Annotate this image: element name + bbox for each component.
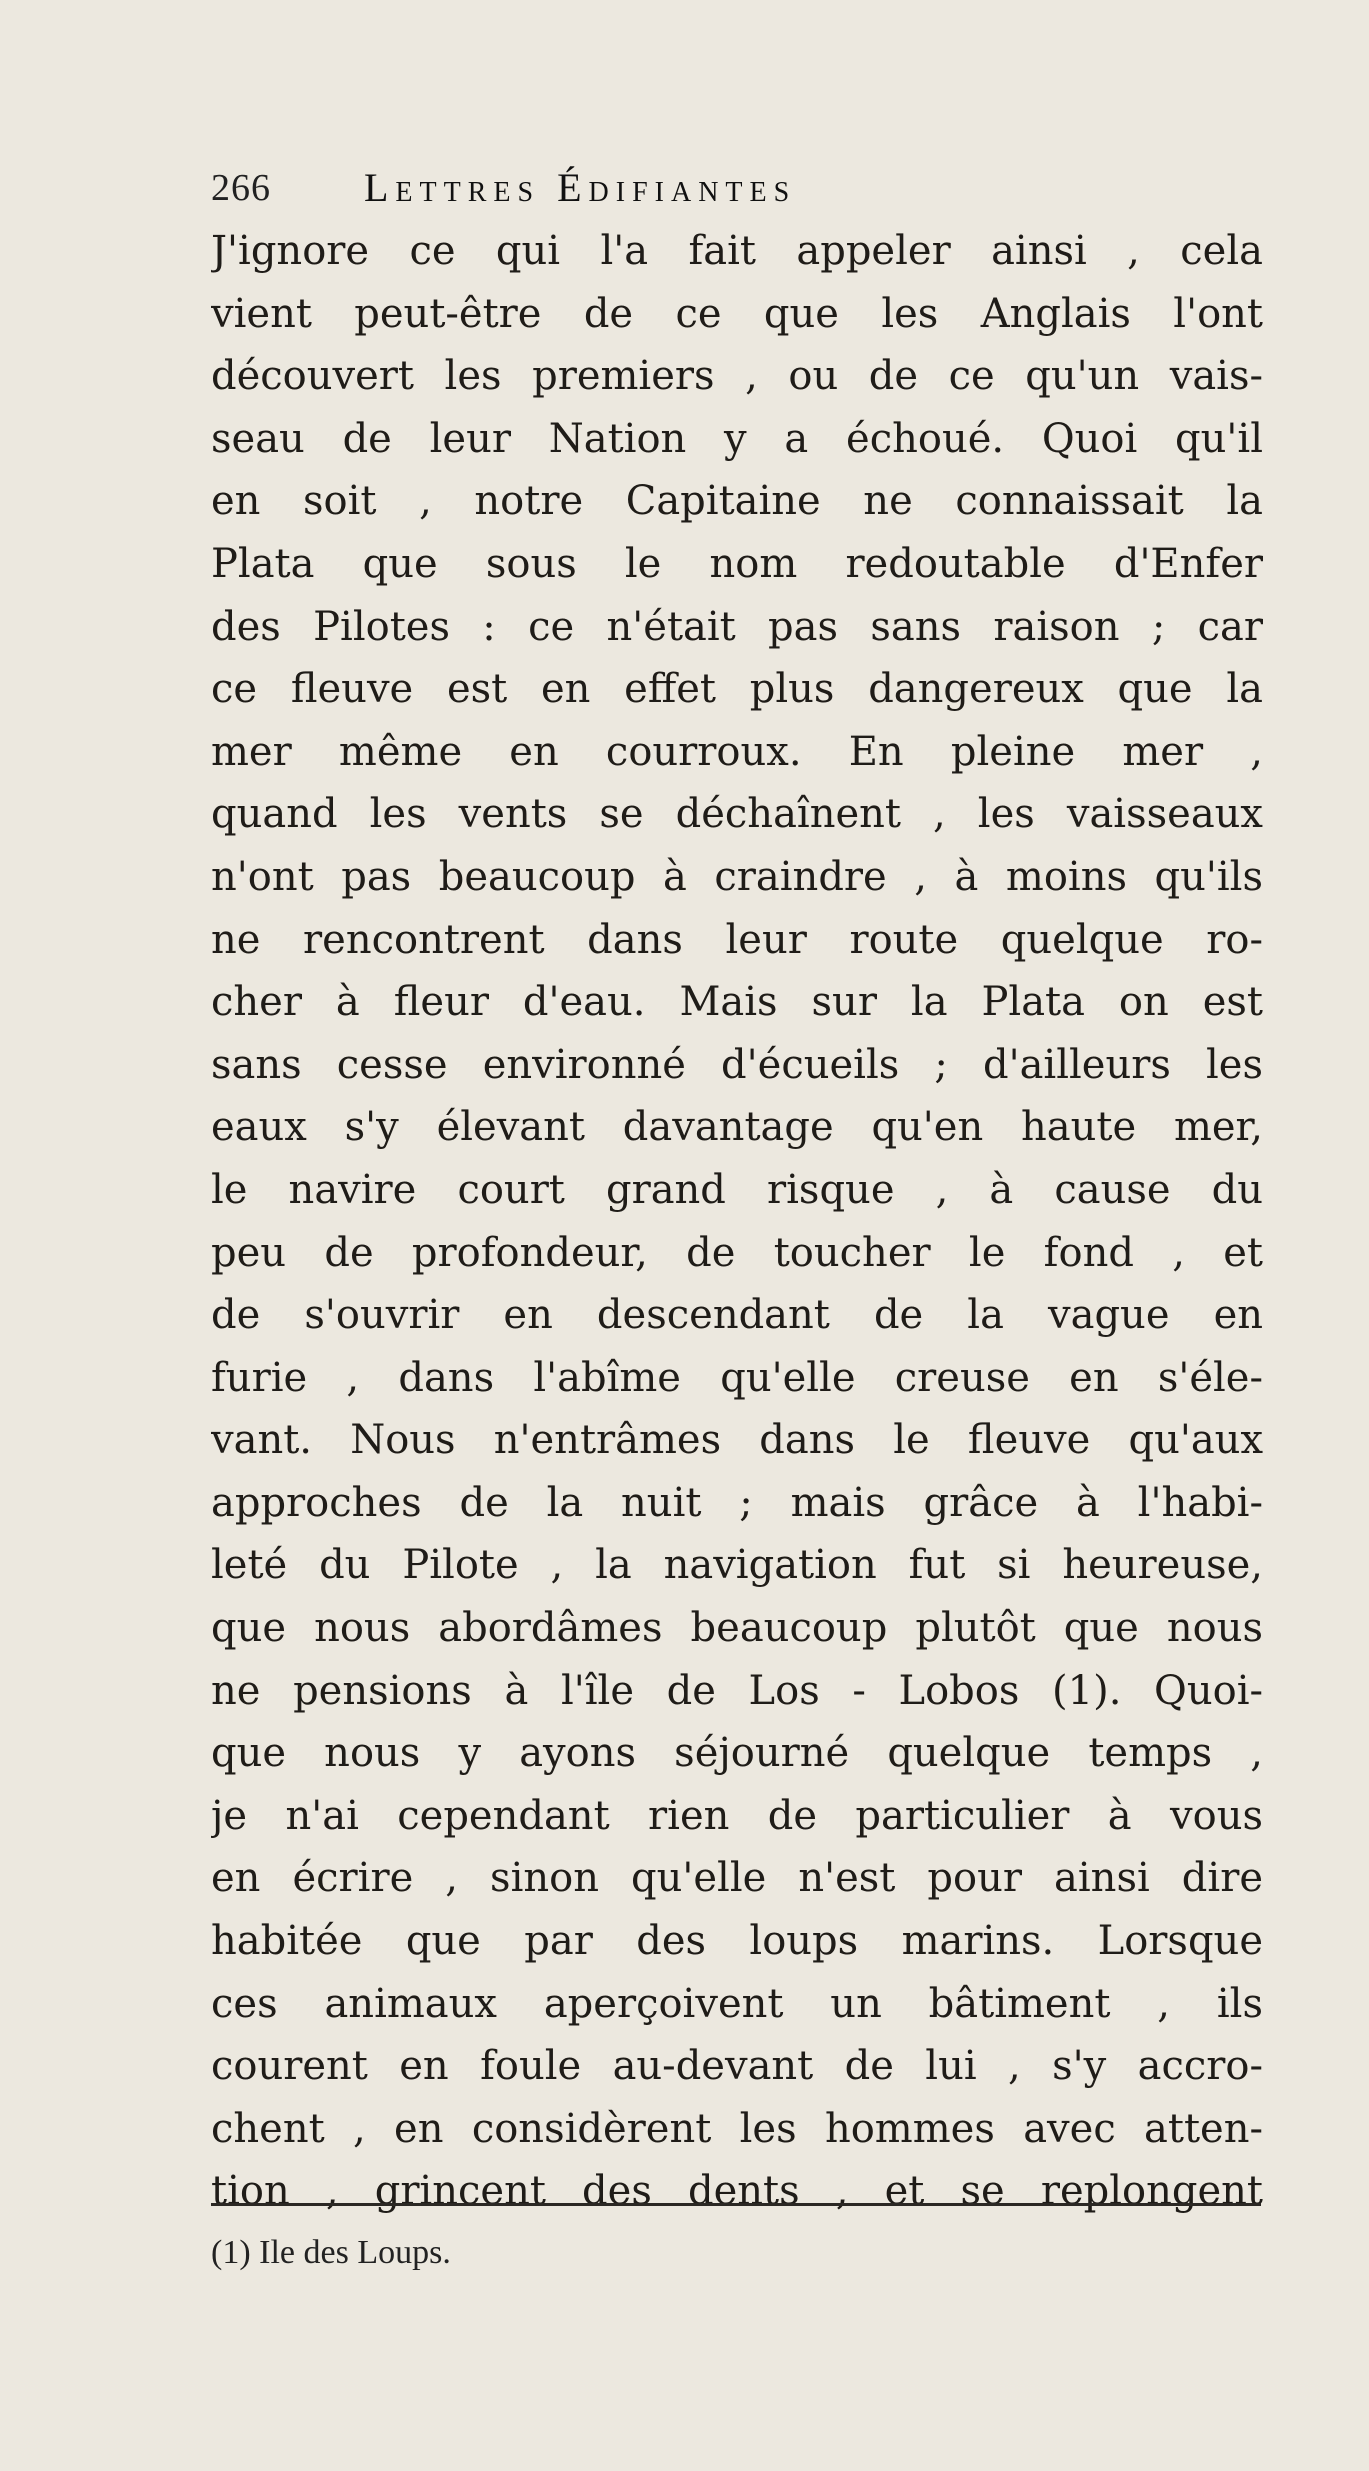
text-line: vant. Nous n'entrâmes dans le fleuve qu'aux — [211, 1417, 1263, 1464]
footnote-rule — [211, 2203, 1261, 2206]
text-line: ce fleuve est en effet plus dangereux que la — [211, 666, 1263, 713]
text-line: découvert les premiers , ou de ce qu'un vais- — [211, 353, 1263, 400]
text-line: quand les vents se déchaînent , les vaisseaux — [211, 791, 1263, 838]
running-title: Lettres Édifiantes — [364, 165, 797, 210]
text-line: sans cesse environné d'écueils ; d'ailleurs les — [211, 1041, 1263, 1088]
text-line: furie , dans l'abîme qu'elle creuse en s'éle- — [211, 1354, 1263, 1401]
text-line: tion , grincent des dents , et se replongent — [211, 2168, 1263, 2215]
text-line: des Pilotes : ce n'était pas sans raison ; car — [211, 603, 1263, 650]
text-line: approches de la nuit ; mais grâce à l'habi- — [211, 1479, 1263, 1526]
running-head — [211, 158, 1221, 218]
text-line: que nous y ayons séjourné quelque temps , — [211, 1730, 1263, 1777]
text-line: eaux s'y élevant davantage qu'en haute mer, — [211, 1104, 1263, 1151]
text-line: en écrire , sinon qu'elle n'est pour ainsi dire — [211, 1855, 1263, 1902]
text-line: n'ont pas beaucoup à craindre , à moins qu'ils — [211, 853, 1263, 900]
text-line: Plata que sous le nom redoutable d'Enfer — [211, 540, 1263, 587]
text-line: que nous abordâmes beaucoup plutôt que nous — [211, 1605, 1263, 1652]
footnote: (1) Ile des Loups. — [211, 2234, 451, 2271]
text-line: ne rencontrent dans leur route quelque ro- — [211, 916, 1263, 963]
text-line: leté du Pilote , la navigation fut si heureuse, — [211, 1542, 1263, 1589]
text-line: ces animaux aperçoivent un bâtiment , ils — [211, 1980, 1263, 2027]
text-line: ne pensions à l'île de Los - Lobos (1). Quoi- — [211, 1667, 1263, 1714]
text-line: chent , en considèrent les hommes avec atten- — [211, 2105, 1263, 2152]
page-number: 266 — [211, 167, 271, 209]
text-line: en soit , notre Capitaine ne connaissait la — [211, 478, 1263, 525]
text-line: peu de profondeur, de toucher le fond , et — [211, 1229, 1263, 1276]
text-line: courent en foule au-devant de lui , s'y accro- — [211, 2043, 1263, 2090]
text-line: le navire court grand risque , à cause du — [211, 1166, 1263, 1213]
text-line: cher à fleur d'eau. Mais sur la Plata on est — [211, 979, 1263, 1026]
text-line: mer même en courroux. En pleine mer , — [211, 728, 1263, 775]
text-line: vient peut-être de ce que les Anglais l'ont — [211, 290, 1263, 337]
text-line: je n'ai cependant rien de particulier à vous — [211, 1792, 1263, 1839]
text-line: de s'ouvrir en descendant de la vague en — [211, 1292, 1263, 1339]
text-line: seau de leur Nation y a échoué. Quoi qu'il — [211, 415, 1263, 462]
body-text — [211, 220, 1263, 2223]
text-line: habitée que par des loups marins. Lorsque — [211, 1918, 1263, 1965]
text-line: J'ignore ce qui l'a fait appeler ainsi , cela — [211, 228, 1263, 274]
